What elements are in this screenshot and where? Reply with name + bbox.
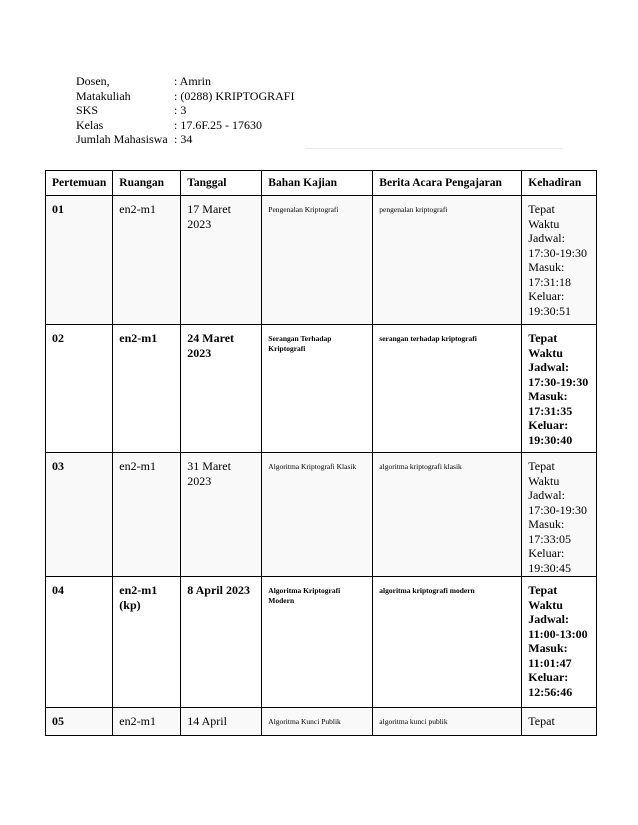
cell-kehadiran <box>522 453 597 577</box>
kehadiran-line: Jadwal: <box>528 488 565 502</box>
cell-kehadiran <box>522 708 597 736</box>
kehadiran-line: 19:30:51 <box>528 303 571 318</box>
kelas-value: : 17.6F.25 - 17630 <box>174 117 263 132</box>
column-header-bahan-kajian: Bahan Kajian <box>262 171 373 196</box>
kehadiran-line: Keluar: <box>528 670 569 684</box>
dosen-label: Dosen, <box>76 74 110 88</box>
cell-pertemuan: 04 <box>46 577 113 708</box>
cell-bahan-kajian: Algoritma Kunci Publik <box>262 708 373 736</box>
kehadiran-line: Masuk: <box>528 641 568 655</box>
cell-kehadiran <box>522 196 597 325</box>
sks-value: : 3 <box>174 103 187 118</box>
kehadiran-line: 11:01:47 <box>528 655 572 670</box>
table-row <box>46 196 597 325</box>
divider <box>305 148 563 149</box>
kehadiran-line: Jadwal: <box>528 612 569 626</box>
matakuliah-value: : (0288) KRIPTOGRAFI <box>174 88 295 103</box>
matakuliah-row <box>76 89 294 104</box>
dosen-row <box>76 74 294 89</box>
kehadiran-line: Waktu <box>528 345 563 360</box>
column-header-ruangan: Ruangan <box>113 171 181 196</box>
jumlah-row <box>76 132 294 147</box>
kehadiran-line: 12:56:46 <box>528 684 573 699</box>
kehadiran-line: 19:30:40 <box>528 432 573 447</box>
cell-bahan-kajian: Algoritma Kriptografi Klasik <box>262 453 373 577</box>
kehadiran-line: Keluar: <box>528 418 569 432</box>
course-info <box>76 74 294 147</box>
cell-berita-acara: serangan terhadap kriptografi <box>373 325 522 453</box>
dosen-value: : Amrin <box>174 74 212 88</box>
cell-pertemuan: 01 <box>46 196 113 325</box>
cell-ruangan: en2-m1 (kp) <box>113 577 181 708</box>
attendance-table <box>45 170 597 736</box>
cell-berita-acara: algoritma kriptografi modern <box>373 577 522 708</box>
column-header-berita-acara: Berita Acara Pengajaran <box>373 171 522 196</box>
cell-bahan-kajian: Serangan Terhadap Kriptografi <box>262 325 373 453</box>
kelas-row <box>76 118 294 133</box>
kehadiran-line: Tepat <box>528 714 555 728</box>
kehadiran-line: Masuk: <box>528 260 565 274</box>
kehadiran-line: 17:31:35 <box>528 403 573 418</box>
cell-bahan-kajian: Pengenalan Kriptografi <box>262 196 373 325</box>
table-body <box>46 196 597 736</box>
kehadiran-line: Tepat <box>528 202 555 216</box>
cell-pertemuan: 02 <box>46 325 113 453</box>
cell-tanggal: 24 Maret 2023 <box>181 325 262 453</box>
jumlah-label: Jumlah Mahasiswa <box>76 132 168 147</box>
kehadiran-line: Masuk: <box>528 389 568 403</box>
table-row <box>46 708 597 736</box>
cell-pertemuan: 03 <box>46 453 113 577</box>
cell-ruangan: en2-m1 <box>113 196 181 325</box>
column-header-pertemuan: Pertemuan <box>46 171 113 196</box>
cell-tanggal: 17 Maret 2023 <box>181 196 262 325</box>
kehadiran-line: Tepat <box>528 331 558 345</box>
kehadiran-line: Waktu <box>528 216 560 231</box>
sks-row <box>76 103 294 118</box>
cell-pertemuan: 05 <box>46 708 113 736</box>
cell-tanggal: 14 April <box>181 708 262 736</box>
cell-berita-acara: pengenalan kriptografi <box>373 196 522 325</box>
kehadiran-line: 19:30:45 <box>528 560 571 575</box>
kehadiran-line: Jadwal: <box>528 360 569 374</box>
cell-kehadiran <box>522 325 597 453</box>
kehadiran-line: 17:30-19:30 <box>528 502 587 517</box>
cell-ruangan: en2-m1 <box>113 453 181 577</box>
cell-berita-acara: algoritma kriptografi klasik <box>373 453 522 577</box>
cell-ruangan: en2-m1 <box>113 708 181 736</box>
column-header-tanggal: Tanggal <box>181 171 262 196</box>
kehadiran-line: Jadwal: <box>528 231 565 245</box>
kehadiran-line: Keluar: <box>528 546 565 560</box>
kehadiran-line: 17:31:18 <box>528 274 571 289</box>
cell-berita-acara: algoritma kunci publik <box>373 708 522 736</box>
kehadiran-line: Tepat <box>528 583 558 597</box>
kehadiran-line: Masuk: <box>528 517 565 531</box>
kehadiran-line: 17:30-19:30 <box>528 374 589 389</box>
matakuliah-label: Matakuliah <box>76 88 131 103</box>
jumlah-value: : 34 <box>174 132 193 147</box>
table-row <box>46 577 597 708</box>
column-header-kehadiran: Kehadiran <box>522 171 597 196</box>
kehadiran-line: Waktu <box>528 473 560 488</box>
kehadiran-line: Tepat <box>528 459 555 473</box>
cell-bahan-kajian: Algoritma Kriptografi Modern <box>262 577 373 708</box>
cell-kehadiran <box>522 577 597 708</box>
kehadiran-line: 17:33:05 <box>528 531 571 546</box>
kehadiran-line: Waktu <box>528 597 563 612</box>
kehadiran-line: 17:30-19:30 <box>528 245 587 260</box>
cell-tanggal: 31 Maret 2023 <box>181 453 262 577</box>
cell-ruangan: en2-m1 <box>113 325 181 453</box>
kehadiran-line: 11:00-13:00 <box>528 626 588 641</box>
kelas-label: Kelas <box>76 117 104 132</box>
table-row <box>46 325 597 453</box>
sks-label: SKS <box>76 103 99 118</box>
cell-tanggal: 8 April 2023 <box>181 577 262 708</box>
kehadiran-line: Keluar: <box>528 289 565 303</box>
table-row <box>46 453 597 577</box>
table-header-row <box>46 171 597 196</box>
